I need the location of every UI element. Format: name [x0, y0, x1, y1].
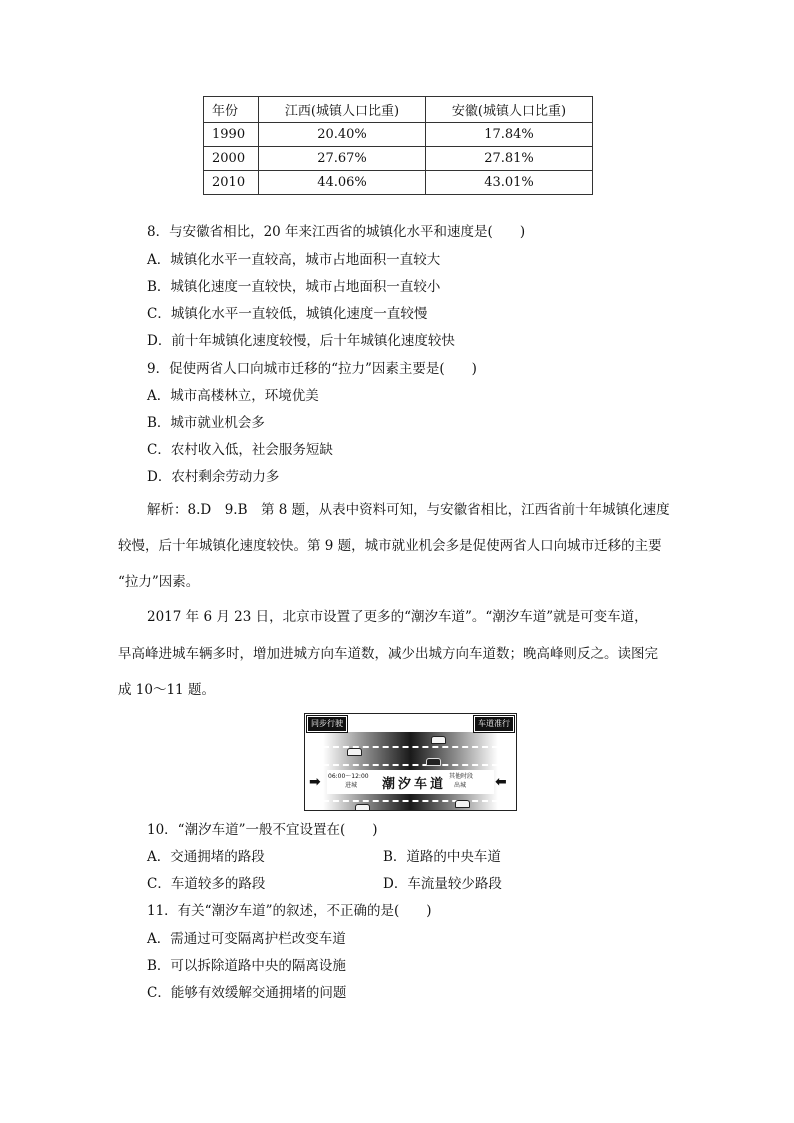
sign-time-in: 06:00～12:00	[328, 773, 369, 780]
question-11-option-c: C．能够有效缓解交通拥堵的问题	[147, 985, 347, 1001]
cell-year: 2000	[204, 147, 259, 171]
sign-direction-out: 出城	[454, 782, 467, 789]
car-icon	[355, 804, 370, 811]
question-8-option-d: D．前十年城镇化速度较慢，后十年城镇化速度较快	[147, 333, 455, 349]
table-header-row	[204, 97, 593, 123]
bus-icon	[455, 800, 470, 808]
table-row	[204, 147, 593, 171]
analysis-line-3: “拉力”因素。	[118, 574, 200, 590]
question-10-option-b: B．道路的中央车道	[383, 849, 501, 865]
question-11-option-a: A．需通过可变隔离护栏改变车道	[147, 931, 346, 947]
passage-line-1: 2017 年 6 月 23 日，北京市设置了更多的“潮汐车道”。“潮汐车道”就是可变车道，	[147, 609, 648, 625]
cell-anhui: 43.01%	[426, 171, 593, 195]
lane-divider	[323, 800, 498, 802]
cell-year: 1990	[204, 123, 259, 147]
question-8-option-c: C．城镇化水平一直较低，城镇化速度一直较慢	[147, 306, 428, 322]
tidal-lane-sign	[327, 770, 494, 794]
question-8-stem: 8．与安徽省相比，20 年来江西省的城镇化水平和速度是( )	[147, 224, 526, 240]
question-10-option-a: A．交通拥堵的路段	[147, 849, 265, 865]
question-8-option-b: B．城镇化速度一直较快，城市占地面积一直较小	[147, 279, 441, 295]
question-8-option-a: A．城镇化水平一直较高，城市占地面积一直较大	[147, 252, 441, 268]
sign-direction-in: 进城	[345, 782, 358, 789]
passage-line-3: 成 10～11 题。	[118, 682, 215, 698]
car-icon	[426, 758, 441, 766]
header-jiangxi: 江西(城镇人口比重)	[259, 97, 426, 123]
analysis-line-2: 较慢，后十年城镇化速度较快。第 9 题，城市就业机会多是促使两省人口向城市迁移的主要	[118, 538, 662, 554]
passage-line-2: 早高峰进城车辆多时，增加进城方向车道数，减少出城方向车道数；晚高峰则反之。读图完	[118, 646, 658, 662]
question-9-stem: 9．促使两省人口向城市迁移的“拉力”因素主要是( )	[147, 361, 477, 377]
question-10-option-d: D．车流量较少路段	[383, 876, 502, 892]
question-11-option-b: B．可以拆除道路中央的隔离设施	[147, 958, 346, 974]
figure-tag-left: 同步行驶	[307, 716, 347, 732]
sign-main-text: 潮汐车道	[382, 777, 447, 792]
question-9-option-a: A．城市高楼林立，环境优美	[147, 388, 319, 404]
question-9-option-c: C．农村收入低，社会服务短缺	[147, 442, 333, 458]
lane-divider	[323, 764, 498, 766]
cell-jiangxi: 44.06%	[259, 171, 426, 195]
table-row	[204, 171, 593, 195]
question-10-option-c: C．车道较多的路段	[147, 876, 266, 892]
question-9-option-d: D．农村剩余劳动力多	[147, 469, 280, 485]
cell-anhui: 17.84%	[426, 123, 593, 147]
figure-tag-right: 车道准行	[474, 716, 514, 732]
sign-time-out: 其他时段	[449, 773, 474, 780]
car-icon	[431, 736, 446, 744]
question-9-option-b: B．城市就业机会多	[147, 415, 265, 431]
tidal-lane-figure	[304, 713, 517, 811]
population-table	[203, 96, 593, 195]
header-anhui: 安徽(城镇人口比重)	[426, 97, 593, 123]
arrow-right-icon: ➡	[309, 774, 321, 790]
table-row	[204, 123, 593, 147]
cell-jiangxi: 27.67%	[259, 147, 426, 171]
question-10-stem: 10．“潮汐车道”一般不宜设置在( )	[147, 822, 378, 838]
question-11-stem: 11．有关“潮汐车道”的叙述，不正确的是( )	[147, 903, 432, 919]
car-icon	[347, 748, 362, 756]
cell-jiangxi: 20.40%	[259, 123, 426, 147]
header-year: 年份	[204, 97, 259, 123]
analysis-line-1: 解析：8.D 9.B 第 8 题，从表中资料可知，与安徽省相比，江西省前十年城镇化速度	[147, 502, 670, 518]
cell-anhui: 27.81%	[426, 147, 593, 171]
arrow-left-icon: ⬅	[495, 774, 507, 790]
cell-year: 2010	[204, 171, 259, 195]
